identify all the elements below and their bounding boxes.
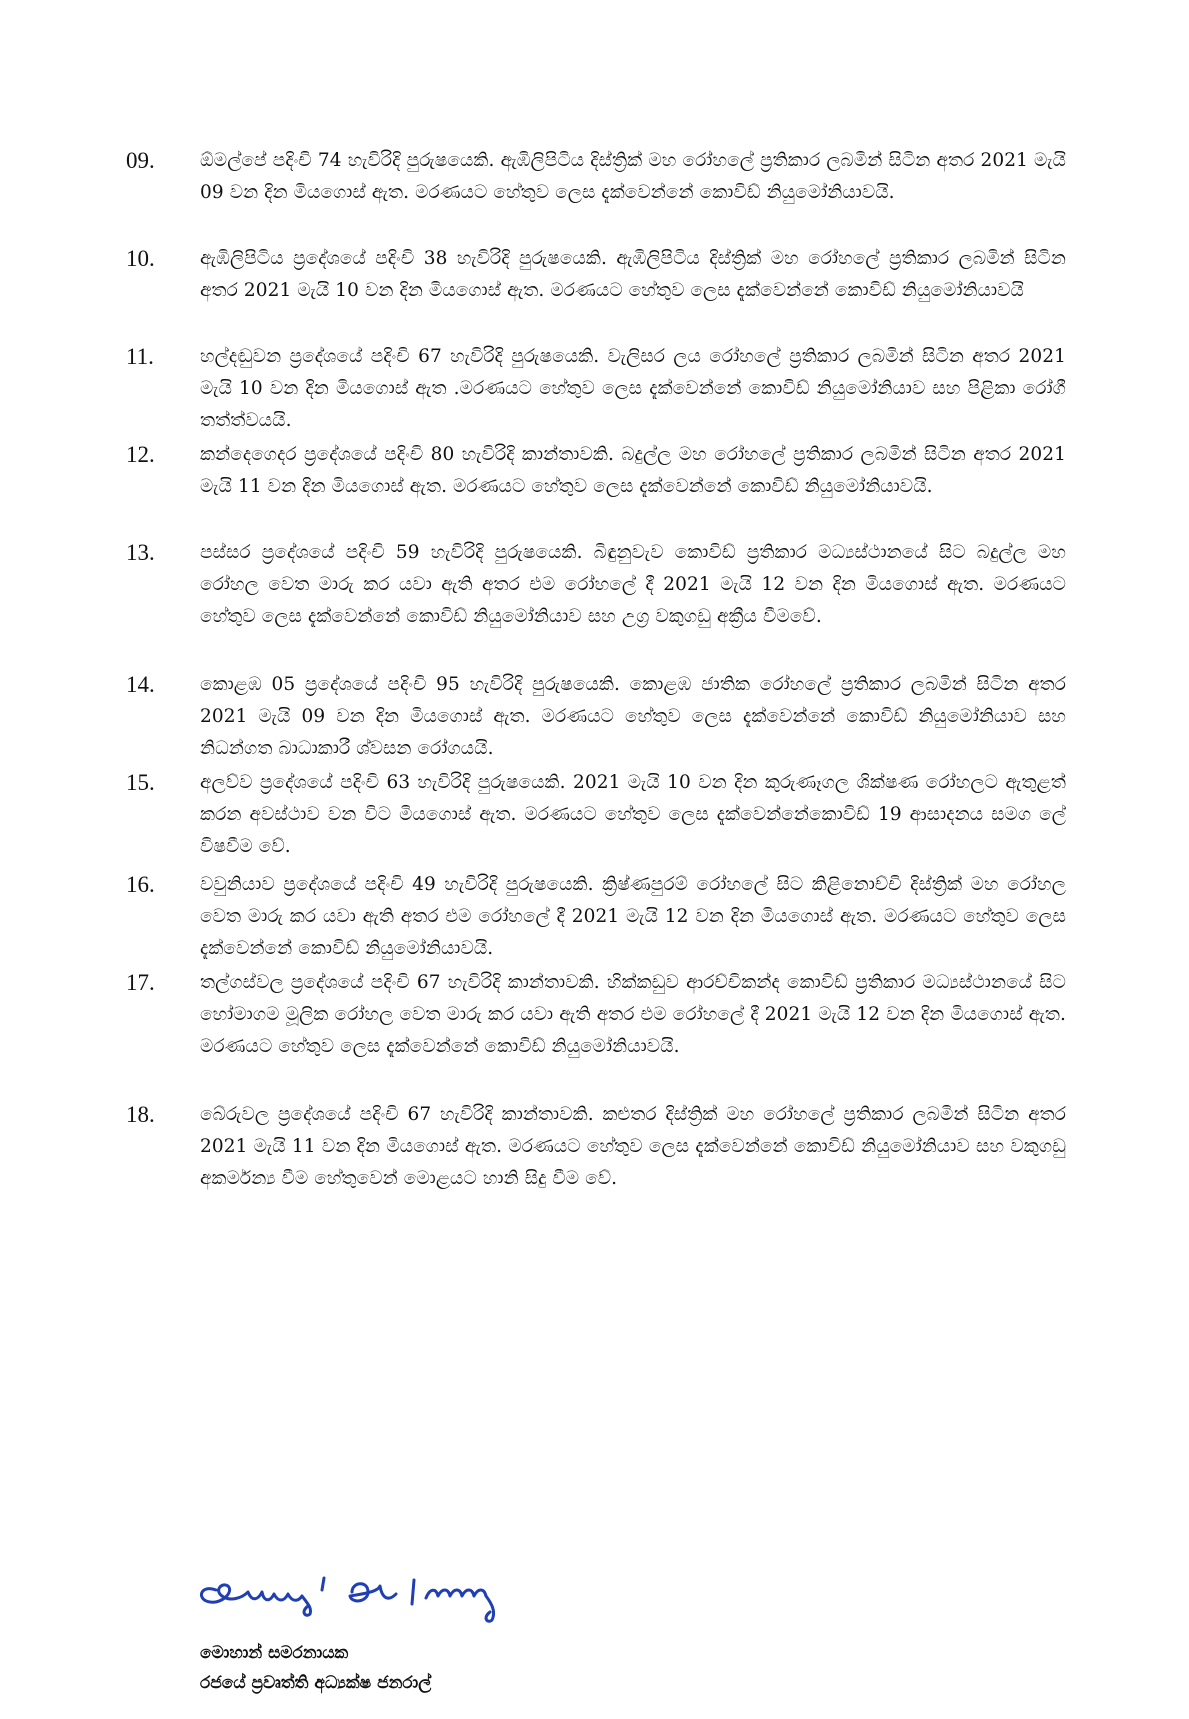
item-number: 12. <box>126 442 155 467</box>
list-item <box>126 537 1066 669</box>
list-item <box>126 341 1066 439</box>
list-item <box>126 669 1066 767</box>
item-text: කන්දෙගෙදර ප්‍රදේශයේ පදිංචි 80 හැවිරිදි කාන්තාවකි. බදුල්ල මහ රෝහලේ ප්‍රතිකාර ලබමින් සිටින අතර 2021 මැයි 11 වන දින මියගොස් ඇත. මරණයට හේතුව ලෙස දැක්වෙන්නේ කොවිඩ් නියුමෝනියාවයි. <box>200 444 1066 497</box>
item-number: 09. <box>126 148 155 173</box>
list-item <box>126 439 1066 537</box>
list-item <box>126 869 1066 967</box>
list-item <box>126 1099 1066 1231</box>
list-item <box>126 145 1066 243</box>
list-item <box>126 767 1066 869</box>
handwritten-signature <box>192 1562 522 1632</box>
item-text: තල්ගස්වල ප්‍රදේශයේ පදිංචි 67 හැවිරිදි කාන්තාවකි. හික්කඩුව ආරච්චිකන්ද කොවිඩ් ප්‍රතිකාර මධ්‍යස්ථානයේ සිට හෝමාගම මූලික රෝහල වෙත මාරු කර යවා ඇති අතර එම රෝහලේ දී 2021 මැයි 12 වන දින මියගොස් ඇත. මරණයට හේතුව ලෙස දැක්වෙන්නේ කොවිඩ් නියුමෝනියාවයි. <box>200 972 1066 1057</box>
item-number: 11. <box>126 344 154 369</box>
list-item <box>126 967 1066 1099</box>
item-text: ඕමල්පේ පදිංචි 74 හැවිරිදි පුරුෂයෙකි. ඇඹිලිපිටිය දිස්ත්‍රික් මහ රෝහලේ ප්‍රතිකාර ලබමින් සිටින අතර 2021 මැයි 09 වන දින මියගොස් ඇත. මරණයට හේතුව ලෙස දැක්වෙන්නේ කොවිඩ් නියුමෝනියාවයි. <box>200 150 1066 203</box>
item-text: පස්සර ප්‍රදේශයේ පදිංචි 59 හැවිරිදි පුරුෂයෙකි. බිඳුනුවැව කොවිඩ් ප්‍රතිකාර මධ්‍යස්ථානයේ සිට බදුල්ල මහ රෝහල වෙත මාරු කර යවා ඇති අතර එම රෝහලේ දී 2021 මැයි 12 වන දින මියගොස් ඇත. මරණයට හේතුව ලෙස දැක්වෙන්නේ කොවිඩ් නියුමෝනියාව සහ උග්‍ර වකුගඩු අක්‍රීය වීමවේ. <box>200 542 1066 627</box>
item-number: 10. <box>126 246 155 271</box>
item-text: හල්දඬුවන ප්‍රදේශයේ පදිංචි 67 හැවිරිදි පුරුෂයෙකි. වැලිසර ලය රෝහලේ ප්‍රතිකාර ලබමින් සිටින අතර 2021 මැයි 10 වන දින මියගොස් ඇත .මරණයට හේතුව ලෙස දැක්වෙන්නේ කොවිඩ් නියුමෝනියාව සහ පිළිකා රෝගී තත්ත්වයයි. <box>200 346 1066 431</box>
item-number: 17. <box>126 970 155 995</box>
death-reports-list <box>126 145 1066 1231</box>
signatory-title: රජයේ ප්‍රවෘත්ති අධ්‍යක්ෂ ජනරාල් <box>200 1673 432 1693</box>
item-text: අලව්ව ප්‍රදේශයේ පදිංචි 63 හැවිරිදි පුරුෂයෙකි. 2021 මැයි 10 වන දින කුරුණෑගල ශික්ෂණ රෝහලට ඇතුළත් කරන අවස්ථාව වන විට මියගොස් ඇත. මරණයට හේතුව ලෙස දැක්වෙන්නේකොවිඩ් 19 ආසාදනය සමග ලේ විෂවීම වේ. <box>200 772 1066 857</box>
list-item <box>126 243 1066 341</box>
item-number: 13. <box>126 540 155 565</box>
item-text: කොළඹ 05 ප්‍රදේශයේ පදිංචි 95 හැවිරිදි පුරුෂයෙකි. කොළඹ ජාතික රෝහලේ ප්‍රතිකාර ලබමින් සිටින අතර 2021 මැයි 09 වන දින මියගොස් ඇත. මරණයට හේතුව ලෙස දැක්වෙන්නේ කොවිඩ් නියුමෝනියාව සහ නිධන්ගත බාධාකාරී ශ්වසන රෝගයයි. <box>200 674 1066 759</box>
item-number: 15. <box>126 770 155 795</box>
item-number: 16. <box>126 872 155 897</box>
item-text: බේරුවල ප්‍රදේශයේ පදිංචි 67 හැවිරිදි කාන්තාවකි. කළුතර දිස්ත්‍රික් මහ රෝහලේ ප්‍රතිකාර ලබමින් සිටින අතර 2021 මැයි 11 වන දින මියගොස් ඇත. මරණයට හේතුව ලෙස දැක්වෙන්නේ කොවිඩ් නියුමෝනියාව සහ වකුගඩු අකර්මන්‍ය වීම හේතුවෙන් මොළයට හානි සිදු වීම වේ. <box>200 1104 1066 1189</box>
item-text: වවුනියාව ප්‍රදේශයේ පදිංචි 49 හැවිරිදි පුරුෂයෙකි. ක්‍රිෂ්ණපුරම් රෝහලේ සිට කිළිනොච්චි දිස්ත්‍රික් මහ රෝහල වෙත මාරු කර යවා ඇති අතර එම රෝහලේ දී 2021 මැයි 12 වන දින මියගොස් ඇත. මරණයට හේතුව ලෙස දැක්වෙන්නේ කොවිඩ් නියුමෝනියාවයි. <box>200 874 1066 959</box>
signatory-name: මොහාන් සමරනායක <box>200 1643 349 1663</box>
item-text: ඇඹිලිපිටිය ප්‍රදේශයේ පදිංචි 38 හැවිරිදි පුරුෂයෙකි. ඇඹිලිපිටිය දිස්ත්‍රික් මහ රෝහලේ ප්‍රතිකාර ලබමින් සිටින අතර 2021 මැයි 10 වන දින මියගොස් ඇත. මරණයට හේතුව ලෙස දැක්වෙන්නේ කොවිඩ් නියුමෝනියාවයි <box>200 248 1066 301</box>
item-number: 18. <box>126 1102 155 1127</box>
signatory-block <box>200 1638 431 1698</box>
item-number: 14. <box>126 672 155 697</box>
